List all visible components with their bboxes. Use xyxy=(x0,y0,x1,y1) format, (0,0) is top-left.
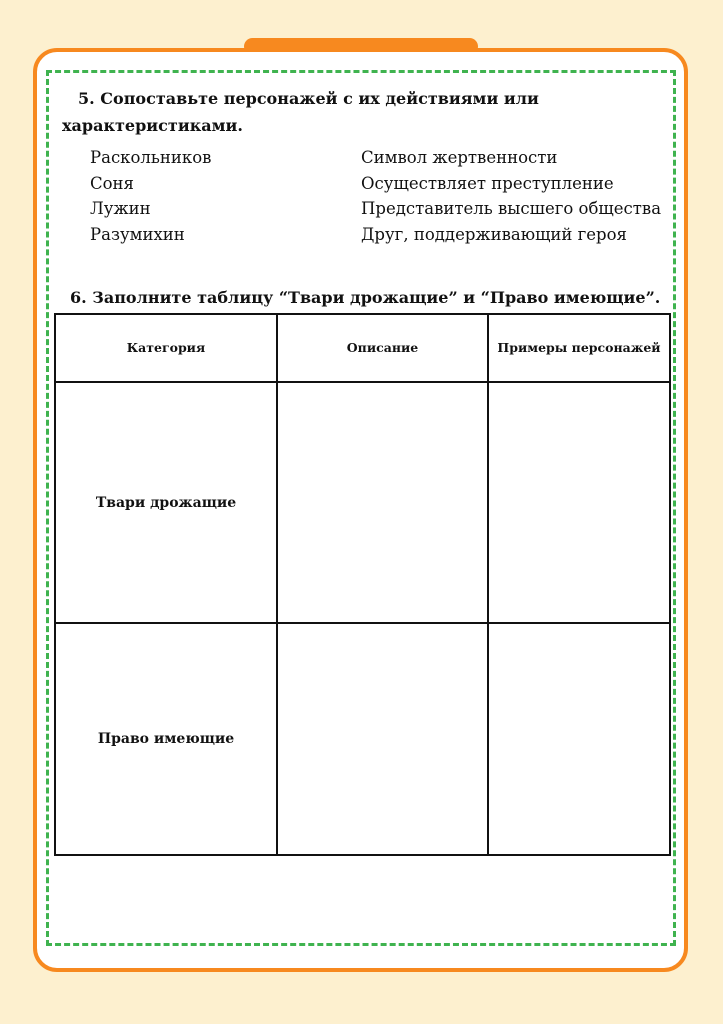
character-list xyxy=(90,145,211,248)
examples-cell[interactable] xyxy=(488,623,670,855)
question-5-title xyxy=(62,85,622,139)
category-cell: Твари дрожащие xyxy=(55,382,277,623)
character-item: Разумихин xyxy=(90,225,185,245)
question-6-text: Заполните таблицу “Твари дрожащие” и “Право имеющие”. xyxy=(92,288,661,307)
description-cell[interactable] xyxy=(277,382,488,623)
header-category: Категория xyxy=(55,314,277,382)
header-description: Описание xyxy=(277,314,488,382)
header-examples: Примеры персонажей xyxy=(488,314,670,382)
description-item: Символ жертвенности xyxy=(361,148,558,167)
examples-cell[interactable] xyxy=(488,382,670,623)
description-item: Осуществляет преступление xyxy=(361,173,614,193)
table-header-row xyxy=(55,314,670,382)
category-cell: Право имеющие xyxy=(55,623,277,855)
character-item: Соня xyxy=(90,173,134,193)
fill-in-table xyxy=(54,313,671,856)
question-6-number: 6. xyxy=(70,288,87,307)
description-item: Друг, поддерживающий героя xyxy=(361,225,627,245)
description-cell[interactable] xyxy=(277,623,488,855)
question-5-number: 5. xyxy=(78,89,95,108)
question-5-text: Сопоставьте персонажей с их действиями или характеристиками. xyxy=(62,89,539,135)
description-list xyxy=(361,145,661,248)
description-item: Представитель высшего общества xyxy=(361,199,662,219)
table-row xyxy=(55,382,670,623)
table-row xyxy=(55,623,670,855)
character-item: Лужин xyxy=(90,199,151,219)
question-6-title xyxy=(70,284,680,311)
character-item: Раскольников xyxy=(90,148,212,167)
